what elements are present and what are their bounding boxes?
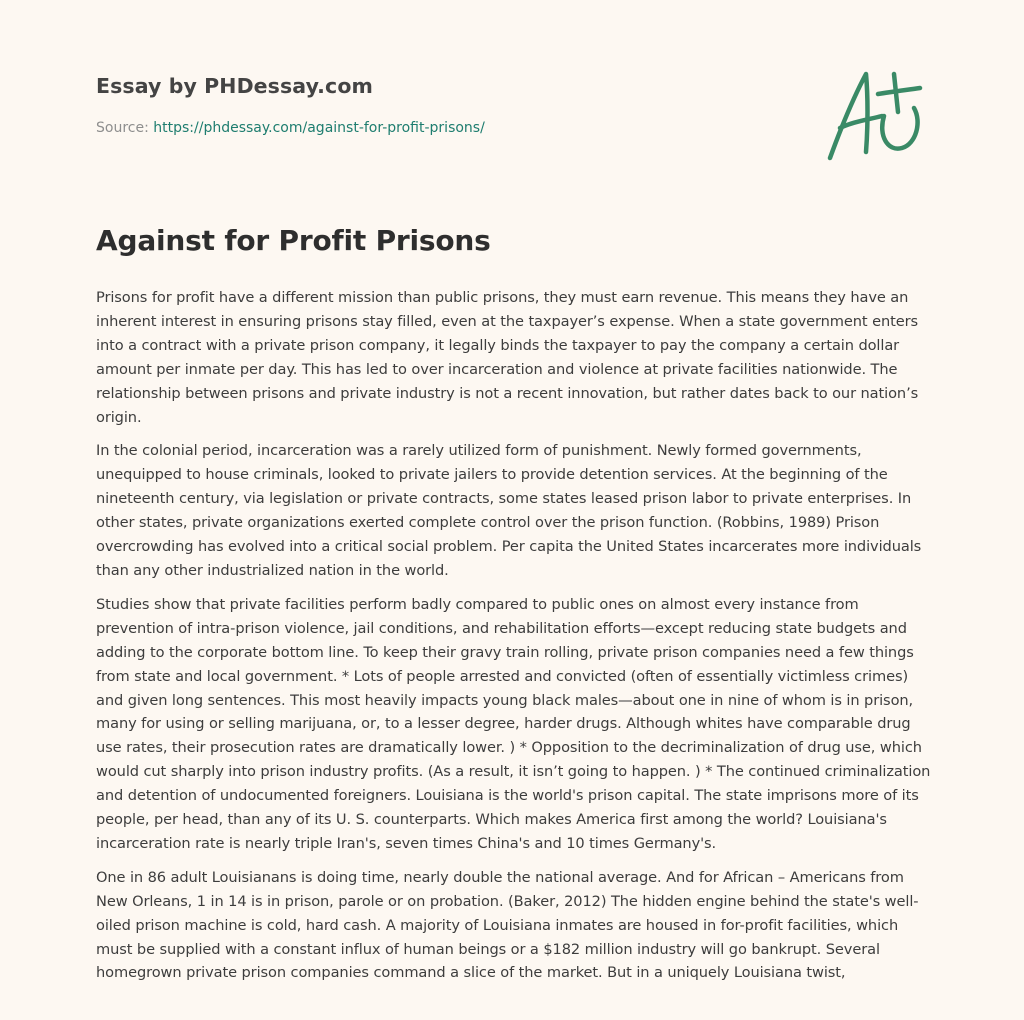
essay-body: [96, 286, 932, 995]
source-label: Source:: [96, 120, 154, 136]
essay-title: Against for Profit Prisons: [96, 224, 491, 257]
page-header: [96, 74, 796, 136]
site-brand: Essay by PHDessay.com: [96, 74, 373, 98]
essay-paragraph: One in 86 adult Louisianans is doing time, nearly double the national average. And for African – Americans from New Orleans, 1 in 14 is in prison, parole or on probation. (Baker, 2012) The hidden engine behind the state's well-oiled prison machine is cold, hard cash. A majority of Louisiana inmates are housed in for-profit facilities, which must be supplied with a constant influx of human beings or a $182 million industry will go bankrupt. Several homegrown private prison companies command a slice of the market. But in a uniquely Louisiana twist,: [96, 868, 919, 982]
essay-paragraph: Prisons for profit have a different mission than public prisons, they must earn revenue. This means they have an inherent interest in ensuring prisons stay filled, even at the taxpayer’s expense. When a state government enters into a contract with a private prison company, it legally binds the taxpayer to pay the company a certain dollar amount per inmate per day. This has led to over incarceration and violence at private facilities nationwide. The relationship between prisons and private industry is not a recent innovation, but rather dates back to our nation’s origin.: [96, 289, 919, 426]
a-plus-grade-icon: [822, 66, 932, 166]
essay-paragraph: In the colonial period, incarceration was a rarely utilized form of punishment. Newly formed governments, unequipped to house criminals, looked to private jailers to provide detention services. At the beginning of the nineteenth century, via legislation or private contracts, some states leased prison labor to private enterprises. In other states, private organizations exerted complete control over the prison function. (Robbins, 1989) Prison overcrowding has evolved into a critical social problem. Per capita the United States incarcerates more individuals than any other industrialized nation in the world.: [96, 442, 922, 579]
essay-paragraph: Studies show that private facilities perform badly compared to public ones on almost every instance from prevention of intra-prison violence, jail conditions, and rehabilitation efforts—except reducing state budgets and adding to the corporate bottom line. To keep their gravy train rolling, private prison companies need a few things from state and local government. * Lots of people arrested and convicted (often of essentially victimless crimes) and given long sentences. This most heavily impacts young black males—about one in nine of whom is in prison, many for using or selling marijuana, or, to a lesser degree, harder drugs. Although whites have comparable drug use rates, their prosecution rates are dramatically lower. ) * Opposition to the decriminalization of drug use, which would cut sharply into prison industry profits. (As a result, it isn’t going to happen. ) * The continued criminalization and detention of undocumented foreigners. Louisiana is the world's prison capital. The state imprisons more of its people, per head, than any of its U. S. counterparts. Which makes America first among the world? Louisiana's incarceration rate is nearly triple Iran's, seven times China's and 10 times Germany's.: [96, 595, 931, 852]
source-link[interactable]: https://phdessay.com/against-for-profit-prisons/: [153, 120, 485, 136]
source-line: [96, 120, 796, 136]
